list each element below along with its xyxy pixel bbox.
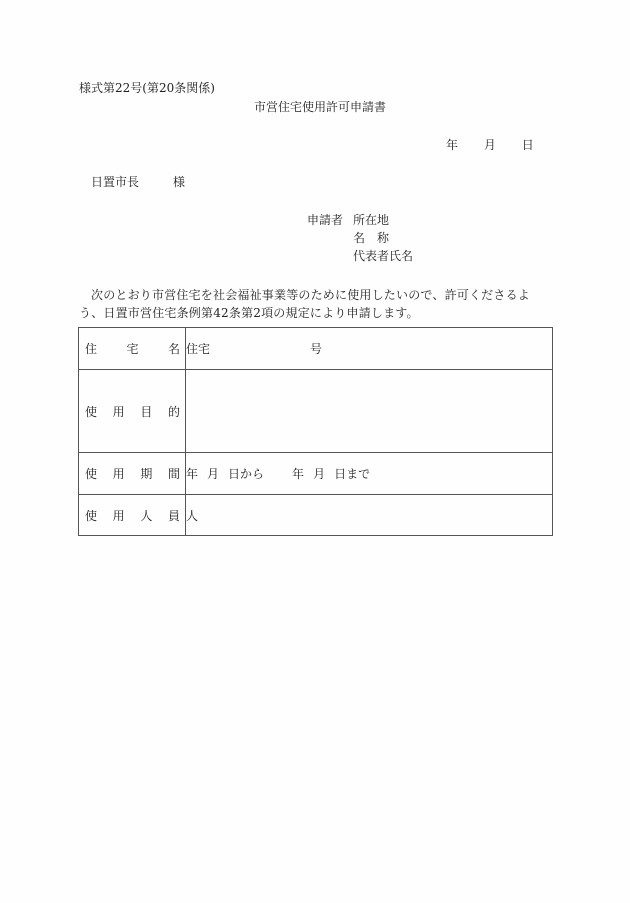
addressee-name: 日置市長: [91, 175, 140, 189]
table-row-housing-name: [79, 328, 553, 370]
persons-label: 使 用 人 員: [79, 495, 186, 536]
applicant-block: [307, 211, 413, 265]
date-month-label: 月: [483, 138, 496, 152]
period-label: 使 用 期 間: [79, 453, 186, 495]
applicant-name-label: 名 称: [353, 231, 390, 245]
application-table: [78, 327, 553, 536]
document-title: 市営住宅使用許可申請書: [254, 100, 387, 114]
addressee-honorific: 様: [173, 175, 186, 189]
housing-name-label: 住 宅 名: [79, 328, 186, 370]
purpose-label: 使 用 目 的: [79, 370, 186, 453]
table-row-persons: [79, 495, 553, 536]
period-value[interactable]: 年 月 日から 年 月 日まで: [186, 453, 553, 495]
application-statement: 次のとおり市営住宅を社会福祉事業等のために使用したいので、許可くださるよう、日置市営住宅条例第42条第2項の規定により申請します。: [79, 288, 530, 320]
date-day-label: 日: [521, 138, 534, 152]
date-line: [446, 138, 534, 152]
date-year-label: 年: [446, 138, 459, 152]
table-row-period: [79, 453, 553, 495]
purpose-value[interactable]: [186, 370, 553, 453]
form-number: 様式第22号(第20条関係): [79, 81, 215, 95]
applicant-representative-label: 代表者氏名: [353, 249, 414, 263]
housing-name-value[interactable]: 住宅 号: [186, 328, 553, 370]
table-row-purpose: [79, 370, 553, 453]
addressee: [91, 175, 185, 189]
applicant-address-label: 所在地: [353, 213, 390, 227]
applicant-label: 申請者: [307, 213, 344, 227]
persons-value[interactable]: 人: [186, 495, 553, 536]
